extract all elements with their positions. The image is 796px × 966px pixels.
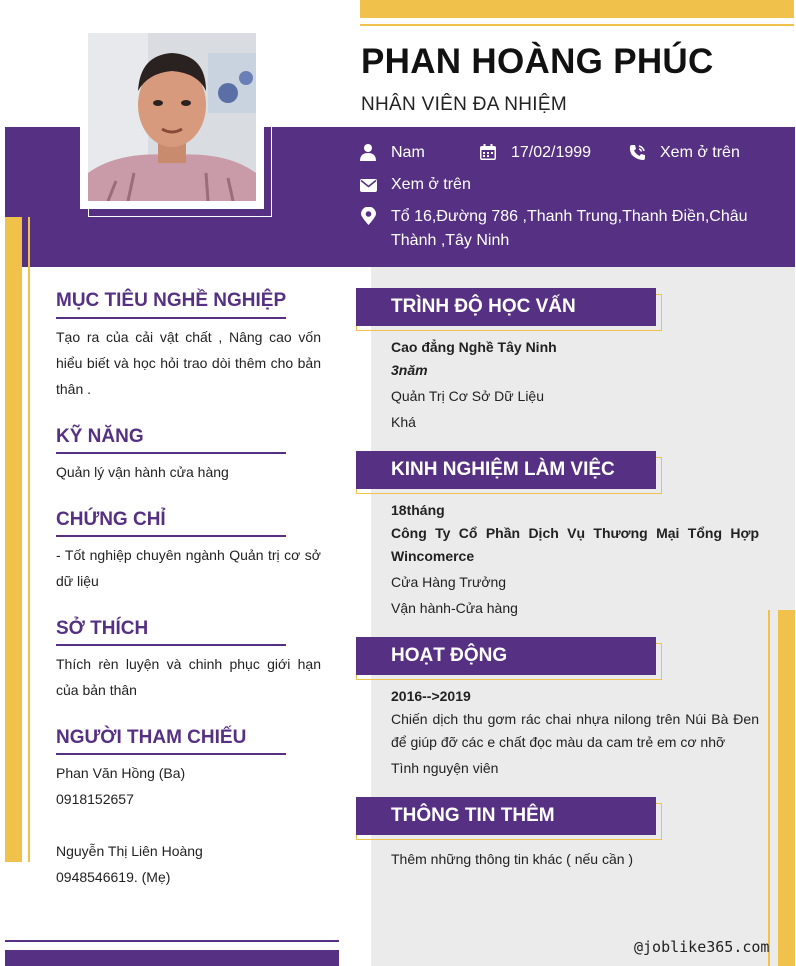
right-yellow-line xyxy=(768,610,770,966)
references-underline xyxy=(56,753,286,755)
hobbies-text: Thích rèn luyện và chinh phục giới hạn của bản thân xyxy=(56,656,321,698)
activities-role: Tình nguyện viên xyxy=(391,760,499,776)
experience-position: Cửa Hàng Trưởng xyxy=(391,574,507,590)
full-name: PHAN HOÀNG PHÚC xyxy=(361,42,714,81)
hobbies-heading: SỞ THÍCH xyxy=(56,618,149,639)
hobbies-underline xyxy=(56,644,286,646)
more-info-heading: THÔNG TIN THÊM xyxy=(356,797,656,835)
education-school: Cao đẳng Nghề Tây Ninh xyxy=(391,339,557,355)
gender-value: Nam xyxy=(391,144,425,161)
objective-underline xyxy=(56,317,286,319)
top-yellow-bar xyxy=(360,0,794,18)
watermark: @joblike365.com xyxy=(634,938,770,956)
activities-period: 2016-->2019 xyxy=(391,688,471,704)
education-duration: 3năm xyxy=(391,362,428,378)
left-yellow-line xyxy=(28,217,30,862)
address-value: Tổ 16,Đường 786 ,Thanh Trung,Thanh Điền,Châu Thành ,Tây Ninh xyxy=(391,208,748,249)
education-grade: Khá xyxy=(391,414,416,430)
bottom-purple-bar xyxy=(5,950,339,966)
skills-heading: KỸ NĂNG xyxy=(56,426,144,447)
experience-company: Công Ty Cổ Phần Dịch Vụ Thương Mại Tổng Hợp Wincomerce xyxy=(391,525,759,564)
experience-heading: KINH NGHIỆM LÀM VIỆC xyxy=(356,451,656,489)
references-heading: NGƯỜI THAM CHIẾU xyxy=(56,727,247,748)
reference-2-name: Nguyễn Thị Liên Hoàng xyxy=(56,843,203,859)
reference-1-name: Phan Văn Hồng (Ba) xyxy=(56,765,186,781)
activities-heading: HOẠT ĐỘNG xyxy=(356,637,656,675)
certificates-underline xyxy=(56,535,286,537)
phone-value: Xem ở trên xyxy=(660,144,740,161)
certificates-heading: CHỨNG CHỈ xyxy=(56,509,166,530)
reference-2-phone: 0948546619. (Mẹ) xyxy=(56,869,171,885)
phone-icon xyxy=(628,143,646,161)
education-heading: TRÌNH ĐỘ HỌC VẤN xyxy=(356,288,656,326)
calendar-icon xyxy=(479,143,497,161)
bottom-purple-line xyxy=(5,940,339,942)
skills-underline xyxy=(56,452,286,454)
avatar xyxy=(88,33,256,201)
experience-description: Vận hành-Cửa hàng xyxy=(391,600,518,616)
objective-heading: MỤC TIÊU NGHỀ NGHIỆP xyxy=(56,290,287,311)
email-value: Xem ở trên xyxy=(391,176,471,193)
education-major: Quản Trị Cơ Sở Dữ Liệu xyxy=(391,388,545,404)
top-yellow-line xyxy=(360,24,794,26)
activities-description: Chiến dịch thu gơm rác chai nhựa nilong trên Núi Bà Đen để giúp đỡ các e chất đọc màu da cam trẻ em cơ nhỡ xyxy=(391,711,759,750)
right-yellow-bar xyxy=(778,610,795,966)
location-pin-icon xyxy=(359,207,377,225)
experience-duration: 18tháng xyxy=(391,502,445,518)
left-yellow-bar xyxy=(5,217,22,862)
envelope-icon xyxy=(359,176,377,194)
certificates-text: - Tốt nghiệp chuyên ngành Quản trị cơ sở dữ liệu xyxy=(56,547,321,589)
skills-text: Quản lý vận hành cửa hàng xyxy=(56,464,229,480)
birthday-value: 17/02/1999 xyxy=(511,144,592,161)
objective-text: Tạo ra của cải vật chất , Nâng cao vốn hiểu biết và học hỏi trao dòi thêm cho bản thân . xyxy=(56,329,321,397)
user-icon xyxy=(359,143,377,161)
reference-1-phone: 0918152657 xyxy=(56,791,134,807)
job-title: NHÂN VIÊN ĐA NHIỆM xyxy=(361,94,567,115)
more-info-text: Thêm những thông tin khác ( nếu cần ) xyxy=(391,851,634,867)
